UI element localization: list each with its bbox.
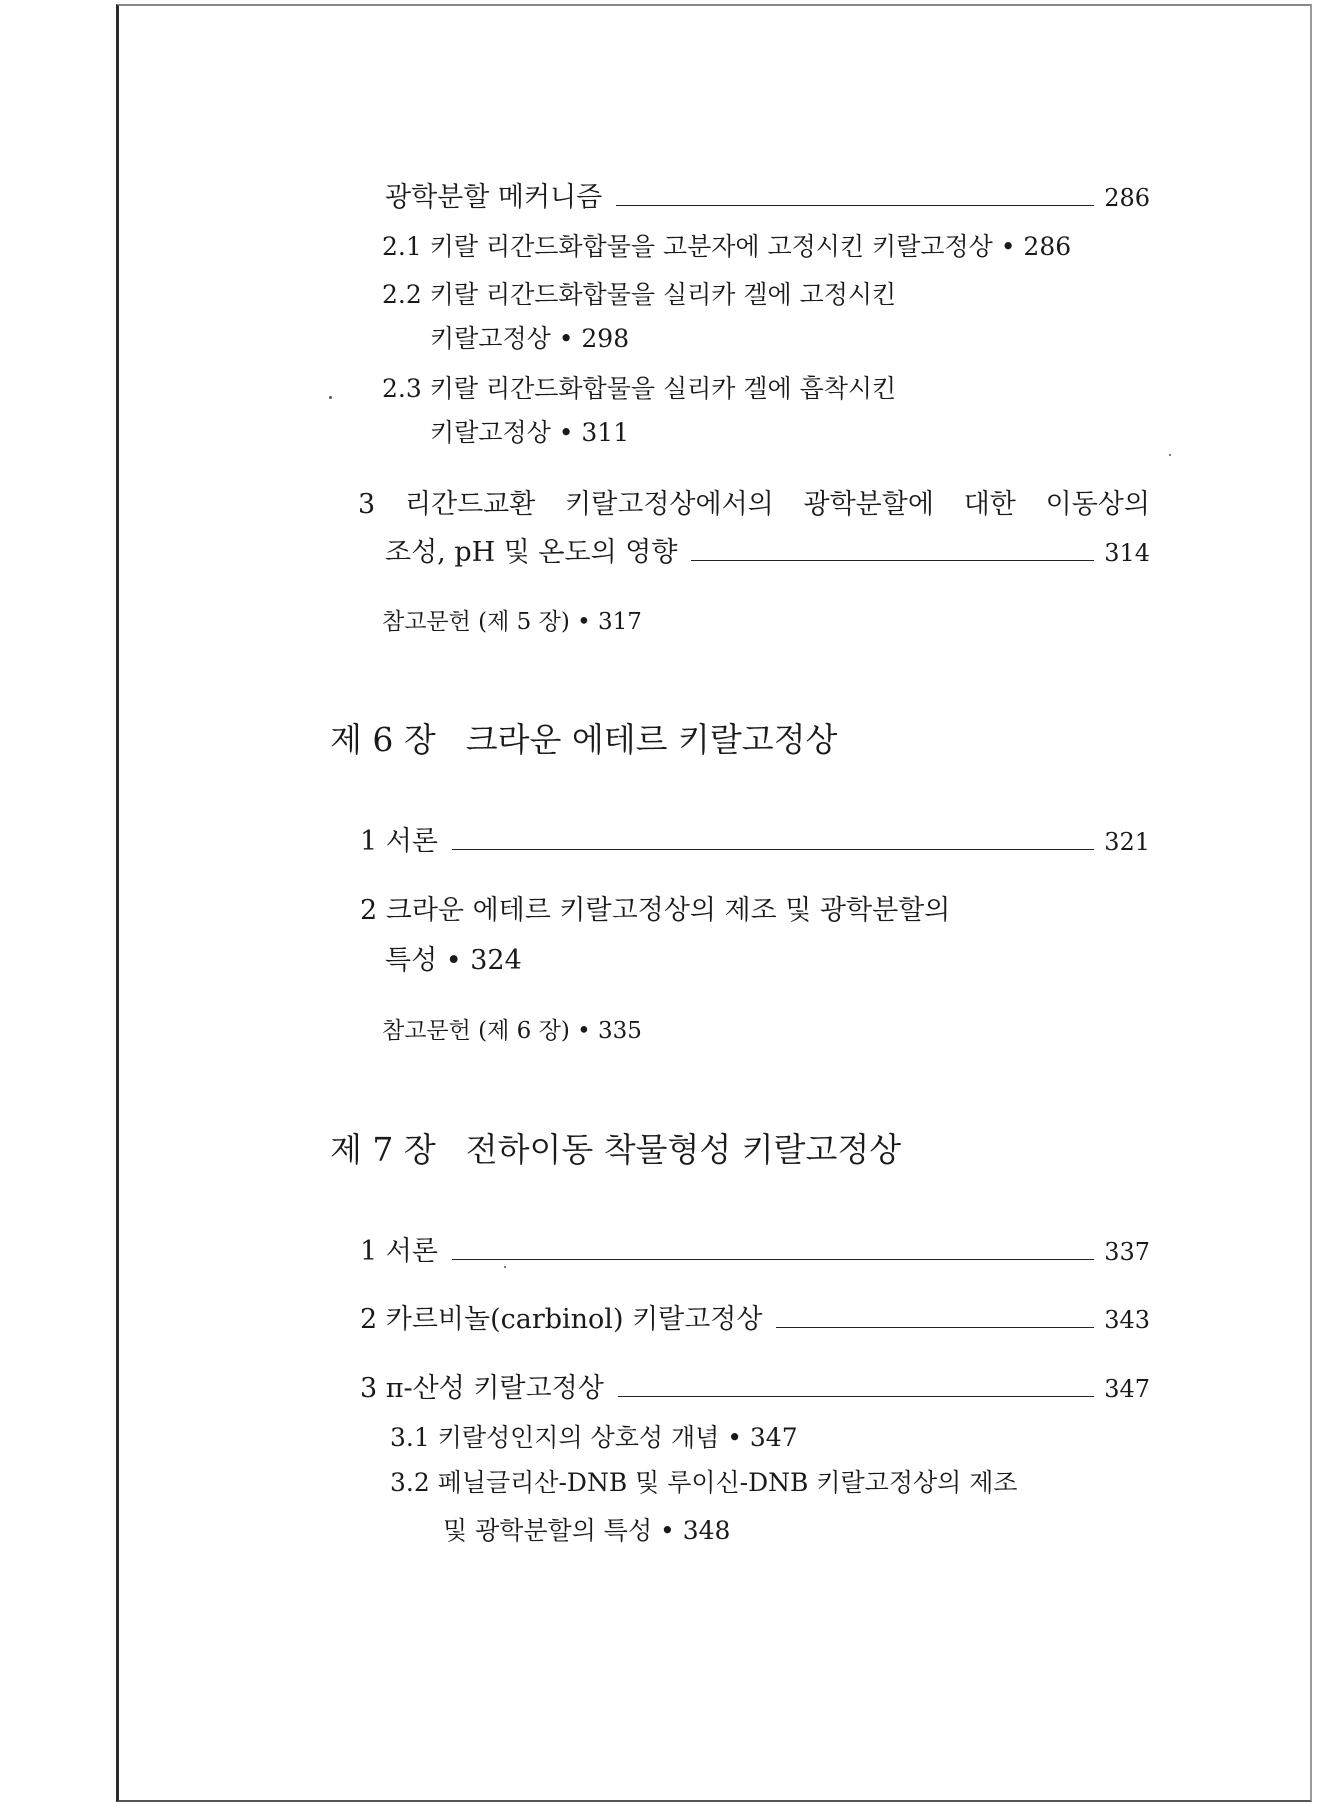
chapter-title: 크라운 에테르 키랄고정상	[465, 720, 838, 759]
toc-page-number: 286	[1104, 184, 1150, 212]
toc-subentry-cont: 및 광학분할의 특성 • 348	[443, 1516, 731, 1545]
toc-subentry-cont: 키랄고정상 • 298	[430, 324, 630, 353]
toc-page-number: 314	[1104, 539, 1150, 567]
word: 3	[358, 489, 376, 520]
chapter-heading	[330, 720, 837, 760]
toc-subentry-cont: 키랄고정상 • 311	[430, 418, 630, 447]
word: 대한	[963, 489, 1016, 520]
toc-entry-title	[358, 488, 1150, 522]
toc-subentry: 3.2 페닐글리산-DNB 및 루이신-DNB 키랄고정상의 제조	[390, 1468, 1018, 1497]
word: 이동상의	[1045, 489, 1150, 520]
chapter-heading	[330, 1130, 901, 1170]
toc-entry	[360, 1235, 1150, 1269]
toc-subentry: 2.1 키랄 리간드화합물을 고분자에 고정시킨 키랄고정상 • 286	[382, 232, 1072, 261]
word: 광학분할에	[803, 489, 934, 520]
dot-leader	[452, 849, 1094, 850]
scan-speck	[504, 1266, 506, 1268]
toc-entry	[360, 1303, 1150, 1337]
toc-subentry: 2.3 키랄 리간드화합물을 실리카 겔에 흡착시킨	[382, 374, 897, 403]
toc-page-number: 321	[1104, 828, 1150, 856]
dot-leader	[618, 1396, 1094, 1397]
toc-page-number: 347	[1104, 1375, 1150, 1403]
dot-leader	[616, 205, 1094, 206]
toc-page-number: 337	[1104, 1238, 1150, 1266]
toc-subentry: 3.1 키랄성인지의 상호성 개념 • 347	[390, 1423, 798, 1452]
toc-entry	[385, 181, 1150, 215]
scan-speck	[329, 396, 332, 399]
toc-page-number: 343	[1104, 1306, 1150, 1334]
toc-entry	[358, 488, 1150, 522]
toc-entry	[360, 894, 950, 928]
toc-entry-title: 광학분할 메커니즘	[385, 182, 603, 213]
toc-entry-title: 2 크라운 에테르 키랄고정상의 제조 및 광학분할의	[360, 895, 951, 926]
chapter-number: 제 7 장	[330, 1130, 436, 1169]
references-entry: 참고문헌 (제 6 장) • 335	[382, 1018, 642, 1044]
chapter-number: 제 6 장	[330, 720, 436, 759]
toc-entry-title: 1 서론	[360, 1236, 438, 1267]
toc-entry-cont: 특성 • 324	[385, 945, 522, 976]
toc-entry	[360, 825, 1150, 859]
toc-entry	[360, 1372, 1150, 1406]
dot-leader	[452, 1259, 1094, 1260]
dot-leader	[776, 1327, 1094, 1328]
toc-entry	[385, 536, 1150, 570]
references-entry: 참고문헌 (제 5 장) • 317	[382, 609, 642, 635]
toc-entry-title: 조성, pH 및 온도의 영향	[385, 537, 678, 568]
word: 키랄고정상에서의	[565, 489, 774, 520]
dot-leader	[691, 560, 1094, 561]
toc-subentry: 2.2 키랄 리간드화합물을 실리카 겔에 고정시킨	[382, 280, 897, 309]
toc-entry-title: 3 π-산성 키랄고정상	[360, 1373, 604, 1404]
chapter-title: 전하이동 착물형성 키랄고정상	[465, 1130, 902, 1169]
scan-speck	[1169, 454, 1171, 456]
word: 리간드교환	[404, 489, 536, 520]
toc-entry-title: 1 서론	[360, 826, 438, 857]
toc-entry-title: 2 카르비놀(carbinol) 키랄고정상	[360, 1304, 763, 1335]
